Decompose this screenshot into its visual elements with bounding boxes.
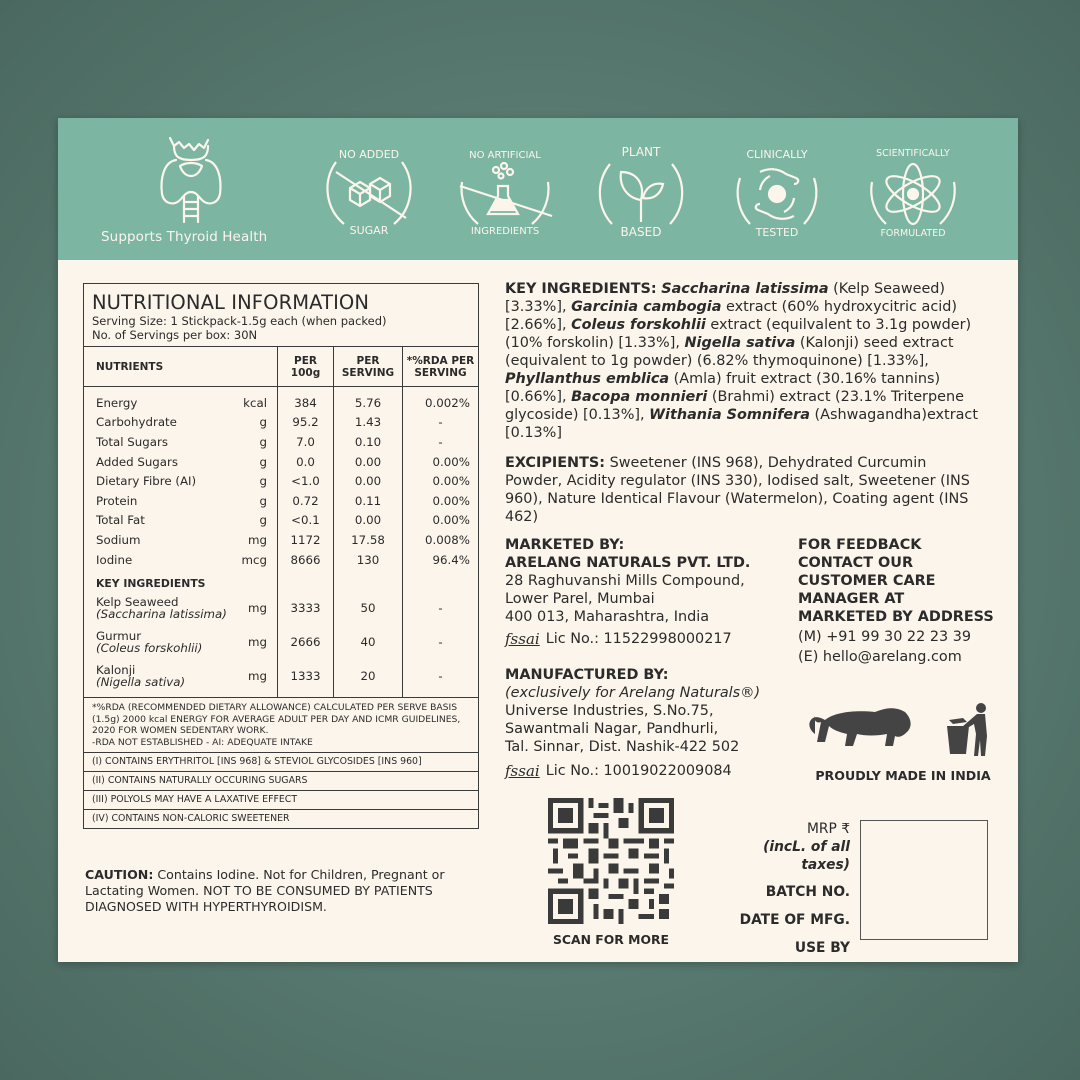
incl-taxes-label: (incL. of all taxes) — [763, 839, 850, 873]
table-row: Iodine mcg — [96, 552, 267, 567]
manufacturer-license: Lic No.: 10019022009084 — [545, 763, 732, 779]
table-row: Energy kcal — [96, 395, 267, 410]
table-row: Total Sugars g — [96, 434, 267, 449]
qr-code[interactable] — [548, 798, 674, 947]
header-nutrients: NUTRIENTS — [84, 347, 278, 386]
key-ingredients-heading: KEY INGREDIENTS — [96, 576, 206, 590]
nutrition-body: Energy kcal Carbohydrate g Total Sugars g Added Sugars g Dietary Fibre (AI) g Protein g Total Fat g Sodium mg Iodine mcg KEY INGREDIENTS Kelp Seaweed (Saccharina latissima) mg Gurmur (Coleus forskohlii) mg Kalonji (Nigella sativa) mg 384 95.2 7.0 0.0 <1.0 0.72 <0.1 1172 8666 3333 2666 1333 5.76 1.43 0.10 0.00 0.00 0.11 0.00 17.58 130 50 40 20 0.002% - - 0.00% 0.00% 0.00% 0.00% 0.008% 96.4% - - - — [84, 387, 478, 697]
use-by-label: USE BY — [794, 940, 850, 956]
flask-icon — [452, 132, 558, 242]
svg-text:NO ADDED: NO ADDED — [338, 148, 400, 161]
nutrition-title: NUTRITIONAL INFORMATION — [92, 291, 370, 314]
mfg-date-label: DATE OF MFG. — [739, 912, 850, 928]
table-row: Sodium mg — [96, 532, 267, 547]
clinically-tested-badge — [724, 132, 830, 242]
nutrition-table — [83, 283, 479, 829]
svg-text:FORMULATED: FORMULATED — [880, 228, 946, 239]
scientifically-formulated-badge — [860, 132, 966, 242]
nutrition-column-headers — [84, 347, 478, 387]
svg-text:TESTED: TESTED — [755, 226, 799, 239]
table-row: Total Fat g — [96, 513, 267, 528]
thyroid-icon — [156, 134, 226, 224]
table-row: Protein g — [96, 493, 267, 508]
header-per-100g: PER 100g — [278, 347, 334, 386]
table-row: Dietary Fibre (AI) g — [96, 474, 267, 489]
dustbin-icon — [947, 703, 987, 756]
batch-label: BATCH NO. — [765, 884, 850, 900]
footnote: (III) POLYOLS MAY HAVE A LAXATIVE EFFECT — [84, 790, 478, 809]
table-row: Kalonji (Nigella sativa) mg — [96, 662, 267, 690]
servings-per-box: No. of Servings per box: 30N — [92, 328, 258, 342]
leaf-sprout-icon — [588, 132, 694, 242]
made-in-india: PROUDLY MADE IN INDIA — [798, 700, 1008, 783]
excipients-text: EXCIPIENTS: Sweetener (INS 968), Dehydrated Curcumin Powder, Acidity regulator (INS 330), Iodised salt, Sweetener (INS 960), Nature Identical Flavour (Watermelon), Coating agent (INS 462) — [505, 455, 970, 525]
atom-icon — [860, 132, 966, 242]
footnote: (I) CONTAINS ERYTHRITOL [INS 968] & STEVIOL GLYCOSIDES [INS 960] — [84, 752, 478, 771]
hands-badge-icon — [724, 132, 830, 242]
marketed-license: Lic No.: 11522998000217 — [545, 631, 732, 647]
qr-caption: SCAN FOR MORE — [552, 932, 669, 947]
benefits-band — [58, 118, 1018, 260]
product-label — [58, 118, 1018, 962]
serving-size: Serving Size: 1 Stickpack-1.5g each (when packed) — [92, 314, 387, 328]
manufactured-by: MANUFACTURED BY: (exclusively for Arelang Naturals®) Universe Industries, S.No.75, Sawantmali Nagar, Pandhurli, Tal. Sinnar, Dist. Nashik-422 502 fssai Lic No.: 10019022009084 — [505, 667, 761, 780]
qr-code-image — [548, 798, 674, 924]
price-fields — [718, 820, 850, 957]
no-added-sugar-badge — [316, 132, 422, 242]
table-row: Gurmur (Coleus forskohlii) mg — [96, 628, 267, 656]
table-row: Carbohydrate g — [96, 415, 267, 430]
header-rda: *%RDA PER SERVING — [406, 354, 475, 379]
marketed-by: MARKETED BY: ARELANG NATURALS PVT. LTD. 28 Raghuvanshi Mills Compound, Lower Parel, Mumbai 400 013, Maharashtra, India fssai Lic No.: 11522998000217 — [505, 537, 751, 648]
svg-text:SUGAR: SUGAR — [349, 224, 389, 237]
svg-text:NO ARTIFICIAL: NO ARTIFICIAL — [469, 150, 541, 161]
fssai-logo: fssai — [505, 762, 540, 780]
svg-text:BASED: BASED — [620, 225, 662, 239]
footnote: (II) CONTAINS NATURALLY OCCURING SUGARS — [84, 771, 478, 790]
feedback-contact: FOR FEEDBACK CONTACT OUR CUSTOMER CARE MANAGER AT MARKETED BY ADDRESS (M) +91 99 30 22 23 39 (E) hello@arelang.com — [798, 536, 1008, 666]
svg-text:SCIENTIFICALLY: SCIENTIFICALLY — [876, 148, 950, 159]
key-ingredients-text: KEY INGREDIENTS: Saccharina latissima (Kelp Seaweed) [3.33%], Garcinia cambogia extract (60% hydroxycitric acid) [2.66%], Coleus forskohlii extract (equilvalent to 3.1g powder) (10% forskolin) [1.33%], Nigella sativa (Kalonji) seed extract (equivalent to 1g powder) (6.82% thymoquinone) [1.33%], Phyllanthus emblica (Amla) fruit extract (30.16% tannins) [0.66%], Bacopa monnieri (Brahmi) extract (23.1% Triterpene glycoside) [0.13%], Withania Somnifera (Ashwagandha)extract [0.13%] — [505, 281, 978, 441]
svg-text:PLANT: PLANT — [621, 145, 661, 159]
fssai-logo: fssai — [505, 630, 540, 648]
table-row: Kelp Seaweed (Saccharina latissima) mg — [96, 594, 267, 622]
lion-icon — [809, 708, 910, 746]
header-per-serving: PER SERVING — [334, 347, 403, 386]
email-address: (E) hello@arelang.com — [798, 649, 962, 665]
no-artificial-ingredients-badge — [452, 132, 558, 242]
price-batch-box — [860, 820, 988, 940]
plant-based-badge — [588, 132, 694, 242]
phone-number: (M) +91 99 30 22 23 39 — [798, 629, 972, 645]
sugar-cubes-icon — [316, 132, 422, 242]
thyroid-caption: Supports Thyroid Health — [101, 229, 268, 245]
mrp-label: MRP ₹ — [807, 821, 850, 837]
rda-note: *%RDA (RECOMMENDED DIETARY ALLOWANCE) CALCULATED PER SERVE BASIS (1.5g) 2000 kcal ENERGY FOR AVERAGE ADULT PER DAY AND ICMR GUIDELINES, 2020 FOR WOMEN SEDENTARY WORK. -RDA NOT ESTABLISHED - AI: ADEQUATE INTAKE — [84, 697, 478, 752]
table-row: Added Sugars g — [96, 454, 267, 469]
footnote: (IV) CONTAINS NON-CALORIC SWEETENER — [84, 809, 478, 828]
caution-text: CAUTION: Contains Iodine. Not for Children, Pregnant or Lactating Women. NOT TO BE CONSUMED BY PATIENTS DIAGNOSED WITH HYPERTHYROIDISM. — [85, 867, 445, 914]
svg-text:CLINICALLY: CLINICALLY — [746, 148, 808, 161]
svg-text:INGREDIENTS: INGREDIENTS — [470, 226, 540, 237]
